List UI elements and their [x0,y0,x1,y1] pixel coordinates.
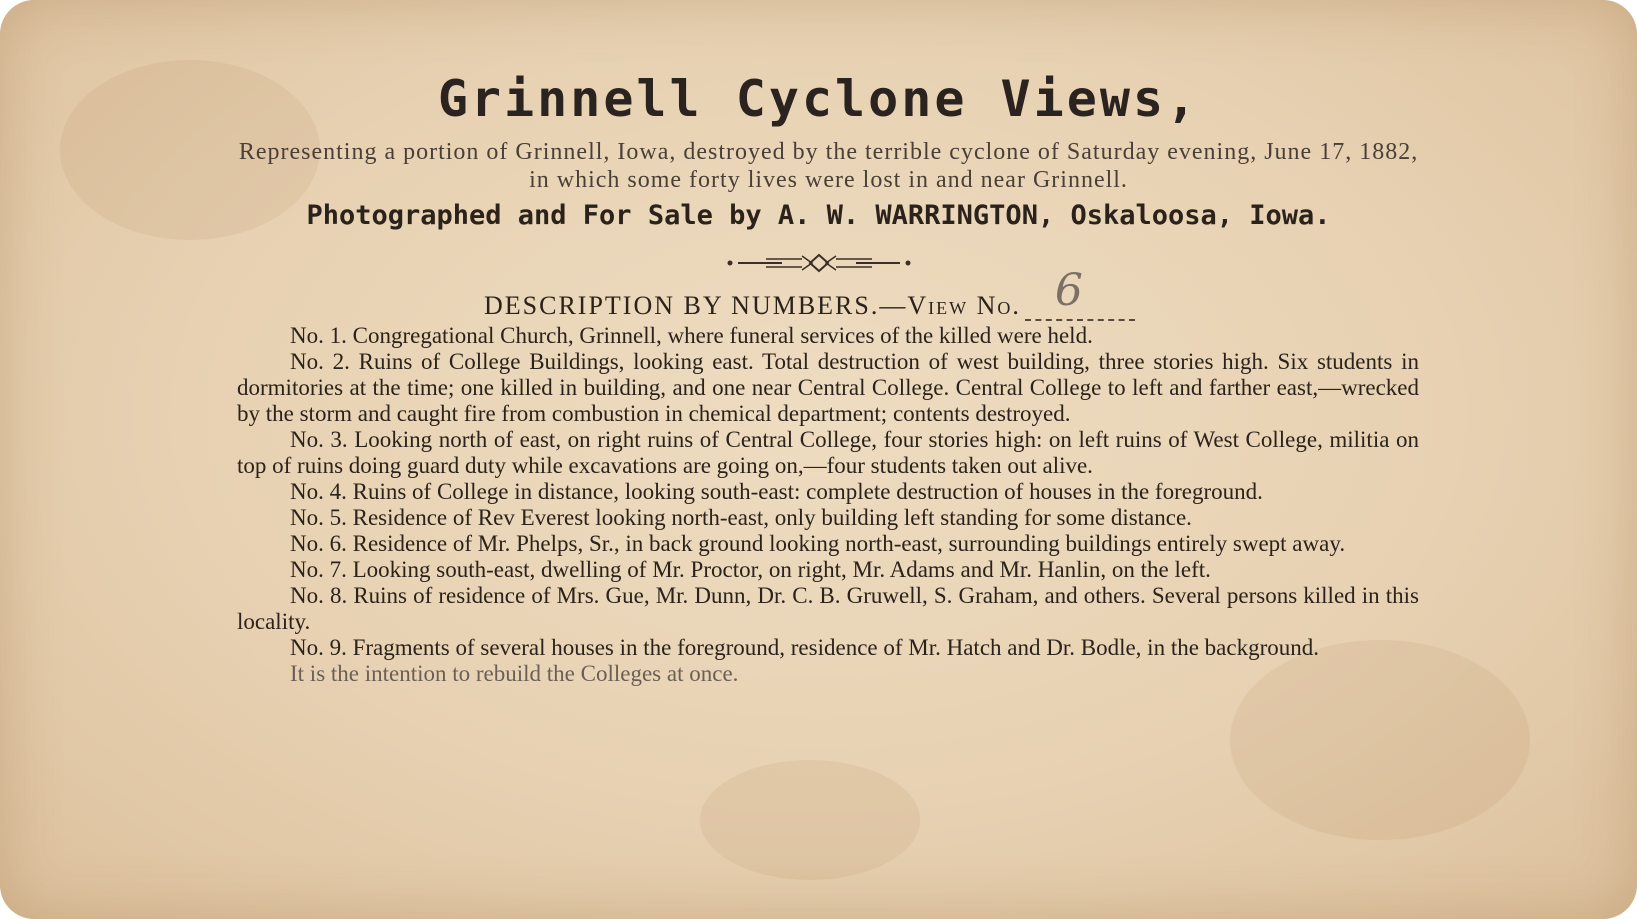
list-item: No. 3. Looking north of east, on right ruins of Central College, four stories high: on left ruins of West College, militia on top of ruins doing guard duty while excavations are going on,—four students taken out alive. [237,427,1419,478]
list-item: No. 1. Congregational Church, Grinnell, where funeral services of the killed were held. [290,323,1093,348]
description-heading-label: DESCRIPTION BY NUMBERS. [484,291,880,320]
card-title: Grinnell Cyclone Views, [437,70,1200,128]
list-item: No. 4. Ruins of College in distance, looking south-east: complete destruction of houses in the foreground. [290,479,1263,504]
closing-note: It is the intention to rebuild the Colleges at once. [290,661,739,686]
photographer-byline: Photographed and For Sale by A. W. WARRINGTON, Oskaloosa, Iowa. [306,200,1331,231]
description-heading [484,265,1135,321]
list-item: No. 8. Ruins of residence of Mrs. Gue, Mr. Dunn, Dr. C. B. Gruwell, S. Graham, and others. Several persons killed in this locality. [237,583,1419,634]
handwritten-view-number: 6 [1054,265,1085,316]
list-item: No. 6. Residence of Mr. Phelps, Sr., in back ground looking north-east, surrounding buildings entirely swept away. [290,531,1346,556]
list-item: No. 9. Fragments of several houses in the foreground, residence of Mr. Hatch and Dr. Bodle, in the background. [290,635,1319,660]
paper-stain [700,760,920,880]
card-subtitle: Representing a portion of Grinnell, Iowa, destroyed by the terrible cyclone of Saturday evening, June 17, 1882, in which some forty lives were lost in and near Grinnell. [238,139,1419,193]
list-item: No. 7. Looking south-east, dwelling of Mr. Proctor, on right, Mr. Adams and Mr. Hanlin, on the left. [290,557,1211,582]
ornament-divider-icon [724,252,914,274]
view-number-label: —View No. [879,291,1021,320]
list-item: No. 5. Residence of Rev Everest looking north-east, only building left standing for some distance. [290,505,1192,530]
view-number-blank [1025,265,1135,321]
list-item: No. 2. Ruins of College Buildings, looking east. Total destruction of west building, three stories high. Six students in dormitories at the time; one killed in building, and one near Central College. Central College to left and farther east,—wrecked by the storm and caught fire from combustion in chemical department; contents destroyed. [237,349,1419,426]
description-list [237,323,1419,687]
